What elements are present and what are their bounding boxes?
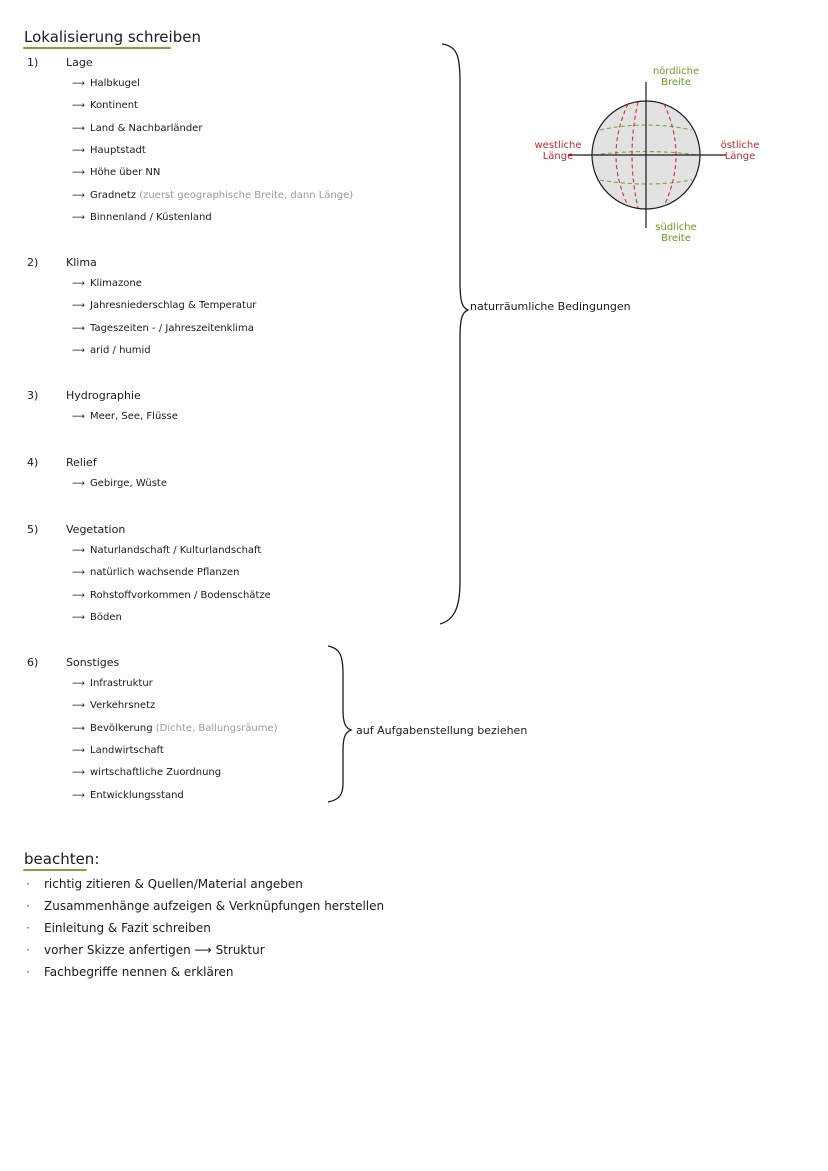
arrow-icon: ⟶ bbox=[72, 701, 85, 712]
globe-label-south: südliche Breite bbox=[655, 222, 697, 244]
section-heading: Relief bbox=[66, 456, 97, 469]
arrow-icon: ⟶ bbox=[72, 723, 85, 734]
list-item bbox=[72, 678, 153, 689]
globe-label-north: nördliche Breite bbox=[652, 66, 700, 88]
arrow-icon: ⟶ bbox=[72, 790, 85, 801]
list-item-text: Bevölkerung bbox=[90, 722, 153, 734]
list-item bbox=[72, 723, 278, 734]
list-item bbox=[72, 745, 164, 756]
list-item-text: Jahresniederschlag & Temperatur bbox=[90, 300, 257, 312]
list-item-text: Gebirge, Wüste bbox=[90, 478, 167, 489]
list-item bbox=[72, 411, 178, 422]
section-number: 4) bbox=[27, 456, 39, 469]
list-item-text: Naturlandschaft / Kulturlandschaft bbox=[90, 545, 262, 556]
list-item-text: Landwirtschaft bbox=[90, 744, 164, 756]
list-item bbox=[72, 700, 155, 711]
section-number: 2) bbox=[27, 256, 39, 269]
arrow-icon: ⟶ bbox=[72, 612, 85, 623]
beachten-item-text: vorher Skizze anfertigen ⟶ Struktur bbox=[44, 943, 265, 957]
list-item-note: (zuerst geographische Breite, dann Länge) bbox=[139, 189, 354, 201]
list-item-text: Land & Nachbarländer bbox=[90, 122, 203, 134]
section-heading: Hydrographie bbox=[66, 389, 141, 402]
list-item bbox=[72, 323, 254, 334]
beachten-item-text: Zusammenhänge aufzeigen & Verknüpfungen herstellen bbox=[44, 899, 385, 913]
arrow-icon: ⟶ bbox=[72, 301, 85, 312]
list-item-text: Böden bbox=[90, 611, 122, 623]
list-item-text: Meer, See, Flüsse bbox=[90, 411, 178, 422]
arrow-icon: ⟶ bbox=[72, 546, 85, 556]
list-item bbox=[72, 145, 146, 156]
arrow-icon: ⟶ bbox=[72, 768, 85, 779]
list-item-text: Binnenland / Küstenland bbox=[90, 211, 212, 223]
beachten-item-text: richtig zitieren & Quellen/Material angeben bbox=[44, 877, 303, 891]
list-item bbox=[72, 300, 256, 311]
list-item-text: Entwicklungsstand bbox=[90, 789, 184, 801]
list-item-text: Gradnetz bbox=[90, 189, 136, 201]
title-underline bbox=[23, 47, 171, 49]
section-number: 1) bbox=[27, 56, 39, 69]
section-heading: Vegetation bbox=[66, 523, 126, 536]
list-item-text: Höhe über NN bbox=[90, 167, 161, 179]
bullet-icon: · bbox=[26, 965, 30, 979]
beachten-title: beachten: bbox=[24, 850, 100, 868]
section-heading: Sonstiges bbox=[66, 656, 120, 669]
list-item-text: Hauptstadt bbox=[90, 144, 146, 156]
section-number: 3) bbox=[27, 389, 39, 402]
beachten-underline bbox=[23, 869, 87, 871]
list-item-text: Infrastruktur bbox=[90, 678, 153, 689]
list-item bbox=[72, 612, 122, 623]
list-item-note: (Dichte, Ballungsräume) bbox=[155, 722, 278, 734]
list-item-text: arid / humid bbox=[90, 344, 151, 356]
bullet-icon: · bbox=[26, 943, 30, 957]
list-item-text: Kontinent bbox=[90, 100, 138, 112]
arrow-icon: ⟶ bbox=[72, 79, 85, 89]
arrow-icon: ⟶ bbox=[72, 412, 85, 422]
list-item bbox=[72, 767, 221, 778]
list-item-text: natürlich wachsende Pflanzen bbox=[90, 567, 240, 579]
bullet-icon: · bbox=[26, 921, 30, 935]
arrow-icon: ⟶ bbox=[72, 345, 85, 356]
list-item bbox=[72, 212, 212, 223]
beachten-item-text: Fachbegriffe nennen & erklären bbox=[44, 965, 234, 979]
list-item bbox=[72, 123, 202, 134]
list-item-text: Verkehrsnetz bbox=[90, 700, 156, 712]
arrow-icon: ⟶ bbox=[72, 101, 85, 112]
globe-label-west: westliche Länge bbox=[534, 140, 582, 162]
arrow-icon: ⟶ bbox=[72, 168, 85, 179]
list-item bbox=[72, 190, 353, 201]
list-item bbox=[72, 345, 151, 356]
section-heading: Lage bbox=[66, 56, 93, 69]
list-item bbox=[72, 567, 239, 578]
section-heading: Klima bbox=[66, 256, 97, 269]
list-item-text: Rohstoffvorkommen / Bodenschätze bbox=[90, 589, 271, 601]
brace-task bbox=[326, 644, 354, 804]
arrow-icon: ⟶ bbox=[72, 323, 85, 334]
section-number: 5) bbox=[27, 523, 39, 536]
arrow-icon: ⟶ bbox=[72, 745, 85, 756]
arrow-icon: ⟶ bbox=[72, 123, 85, 134]
list-item bbox=[72, 278, 142, 289]
beachten-item bbox=[26, 899, 384, 913]
bullet-icon: · bbox=[26, 899, 30, 913]
brace-natural bbox=[436, 42, 470, 626]
arrow-icon: ⟶ bbox=[72, 590, 85, 601]
brace-label-task: auf Aufgabenstellung beziehen bbox=[356, 724, 528, 737]
beachten-item bbox=[26, 965, 234, 979]
list-item-text: Klimazone bbox=[90, 278, 142, 289]
list-item bbox=[72, 545, 261, 556]
arrow-icon: ⟶ bbox=[72, 190, 85, 201]
page-title: Lokalisierung schreiben bbox=[24, 28, 201, 46]
beachten-item bbox=[26, 877, 303, 891]
list-item-text: Halbkugel bbox=[90, 78, 140, 89]
beachten-item bbox=[26, 943, 265, 957]
list-item bbox=[72, 78, 140, 89]
list-item bbox=[72, 478, 167, 489]
section-number: 6) bbox=[27, 656, 39, 669]
list-item bbox=[72, 590, 271, 601]
beachten-item-text: Einleitung & Fazit schreiben bbox=[44, 921, 211, 935]
globe-label-east: östliche Länge bbox=[720, 140, 760, 162]
list-item bbox=[72, 167, 160, 178]
arrow-icon: ⟶ bbox=[72, 479, 85, 489]
arrow-icon: ⟶ bbox=[72, 568, 85, 579]
arrow-icon: ⟶ bbox=[72, 145, 85, 156]
list-item bbox=[72, 100, 138, 111]
list-item-text: wirtschaftliche Zuordnung bbox=[90, 767, 222, 779]
globe-diagram bbox=[568, 82, 728, 238]
brace-label-natural: naturräumliche Bedingungen bbox=[470, 300, 631, 313]
arrow-icon: ⟶ bbox=[72, 212, 85, 223]
arrow-icon: ⟶ bbox=[72, 679, 85, 689]
list-item bbox=[72, 790, 184, 801]
list-item-text: Tageszeiten - / Jahreszeitenklima bbox=[90, 322, 254, 334]
beachten-item bbox=[26, 921, 211, 935]
bullet-icon: · bbox=[26, 877, 30, 891]
arrow-icon: ⟶ bbox=[72, 279, 85, 289]
